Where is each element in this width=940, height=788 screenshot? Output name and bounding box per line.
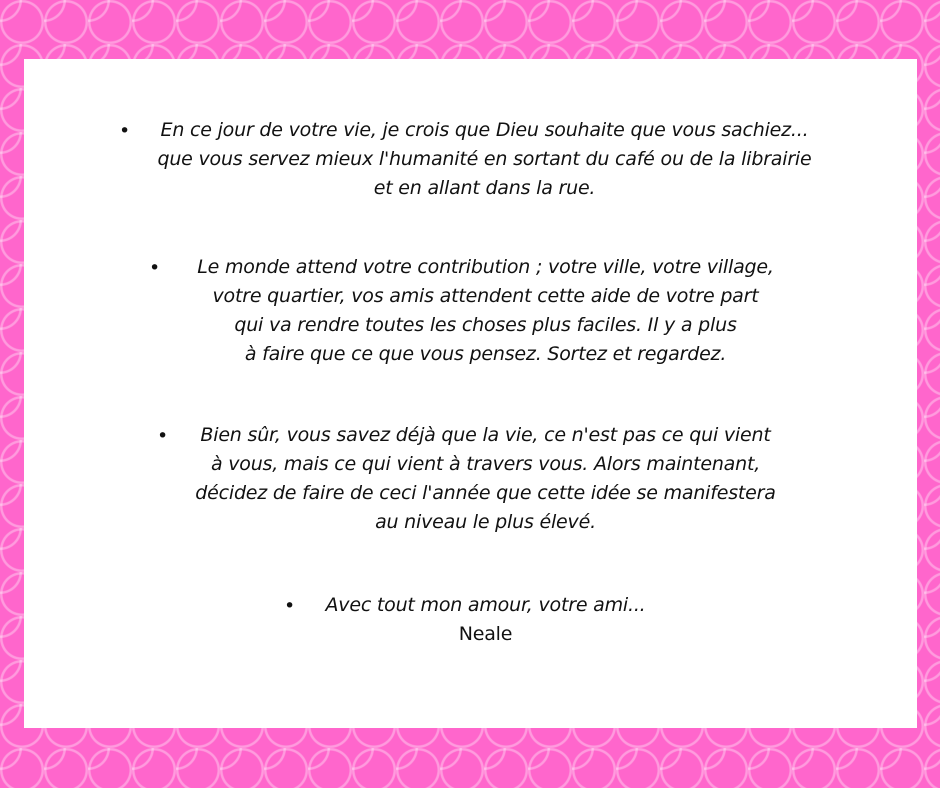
paragraph-1-line-1: En ce jour de votre vie, je crois que Dieu souhaite que vous sachiez... bbox=[160, 119, 809, 141]
paragraph-1-line-2: que vous servez mieux l'humanité en sortant du café ou de la librairie bbox=[157, 148, 812, 170]
paragraph-2-line-1: Le monde attend votre contribution ; votre ville, votre village, bbox=[197, 256, 774, 278]
paragraph-2-line-4: à faire que ce que vous pensez. Sortez et regardez. bbox=[244, 343, 727, 365]
paragraph-3-line-3: décidez de faire de ceci l'année que cette idée se manifestera bbox=[195, 482, 776, 504]
signature: Neale bbox=[458, 623, 513, 645]
paragraph-2-line-2: votre quartier, vos amis attendent cette aide de votre part bbox=[212, 285, 759, 307]
quote-card bbox=[24, 59, 917, 728]
paragraph-1-line-3: et en allant dans la rue. bbox=[373, 177, 596, 199]
paragraph-3-line-1: Bien sûr, vous savez déjà que la vie, ce n'est pas ce qui vient bbox=[200, 424, 771, 446]
paragraph-3-line-4: au niveau le plus élevé. bbox=[375, 511, 596, 533]
paragraph-3-line-2: à vous, mais ce qui vient à travers vous. Alors maintenant, bbox=[210, 453, 761, 475]
paragraph-4-line-1: Avec tout mon amour, votre ami... bbox=[325, 594, 646, 616]
paragraph-2-line-3: qui va rendre toutes les choses plus faciles. Il y a plus bbox=[234, 314, 737, 336]
